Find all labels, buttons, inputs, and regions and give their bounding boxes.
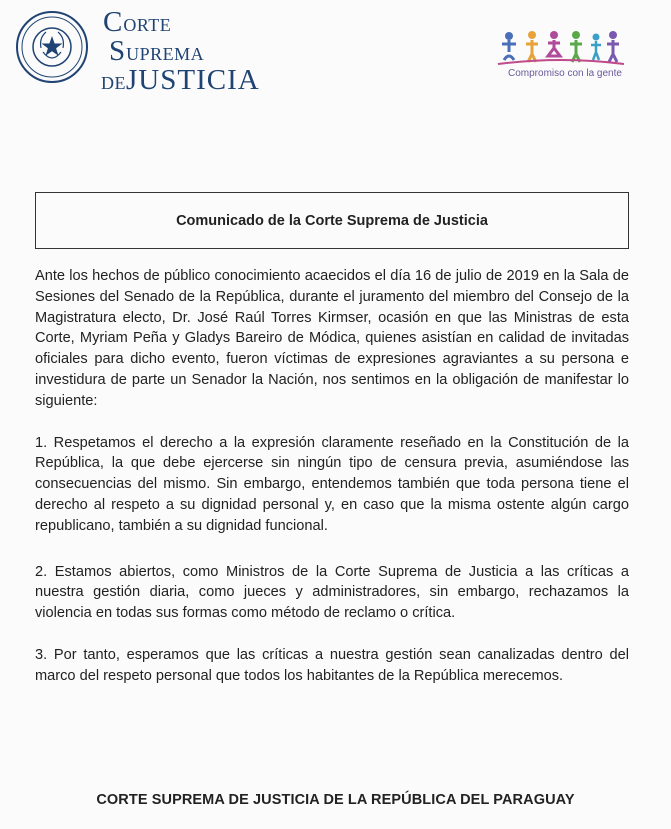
paragraph-point-3: 3. Por tanto, esperamos que las críticas a nuestra gestión sean canalizadas dentro del marco del respeto personal que todos los habitantes de la República merecemos. bbox=[35, 646, 629, 684]
document-body bbox=[35, 266, 629, 708]
court-wordmark bbox=[101, 6, 260, 97]
partner-tagline: Compromiso con la gente bbox=[508, 68, 622, 79]
title-box bbox=[35, 192, 629, 249]
letterhead bbox=[0, 0, 671, 110]
wordmark-word-3: JUSTICIA bbox=[126, 64, 260, 96]
people-figures-icon bbox=[496, 26, 626, 66]
wordmark-cap-1: C bbox=[103, 6, 124, 38]
paragraph-point-1: 1. Respetamos el derecho a la expresión claramente reseñado en la Constitución de la República, la que debe ejercerse sin ningún tipo de censura previa, asumiéndose las consecuencias del mismo. Sin embargo, entendemos también que toda persona tiene el derecho al respeto a su dignidad personal y, en caso que la misma ostente algún cargo republicano, también a su dignidad funcional. bbox=[35, 434, 629, 534]
court-seal-icon bbox=[15, 10, 89, 84]
wordmark-prefix-3: DE bbox=[101, 73, 126, 93]
document-title: Comunicado de la Corte Suprema de Justicia bbox=[176, 212, 488, 229]
signature: CORTE SUPREMA DE JUSTICIA DE LA REPÚBLICA DEL PARAGUAY bbox=[96, 792, 575, 808]
partner-logo bbox=[496, 26, 626, 84]
wordmark-rest-2: UPREMA bbox=[126, 44, 205, 64]
wordmark-rest-1: ORTE bbox=[123, 15, 172, 35]
paragraph-point-2: 2. Estamos abiertos, como Ministros de la Corte Suprema de Justicia a las críticas a nuestra gestión diaria, como jueces y administradores, sin embargo, rechazamos la violencia en todas sus formas como método de reclamo o crítica. bbox=[35, 563, 629, 622]
paragraph-intro: Ante los hechos de público conocimiento acaecidos el día 16 de julio de 2019 en la Sala de Sesiones del Senado de la República, durante el juramento del miembro del Consejo de la Magistratura electo, Dr. José Raúl Torres Kirmser, ocasión en que las Ministras de esta Corte, Myriam Peña y Gladys Bareiro de Módica, quienes asistían en calidad de invitadas oficiales para dicho evento, fueron víctimas de expresiones agraviantes a su persona e investidura de parte un Senador la Nación, nos sentimos en la obligación de manifestar lo siguiente: bbox=[35, 268, 629, 409]
wordmark-cap-2: S bbox=[109, 35, 127, 67]
